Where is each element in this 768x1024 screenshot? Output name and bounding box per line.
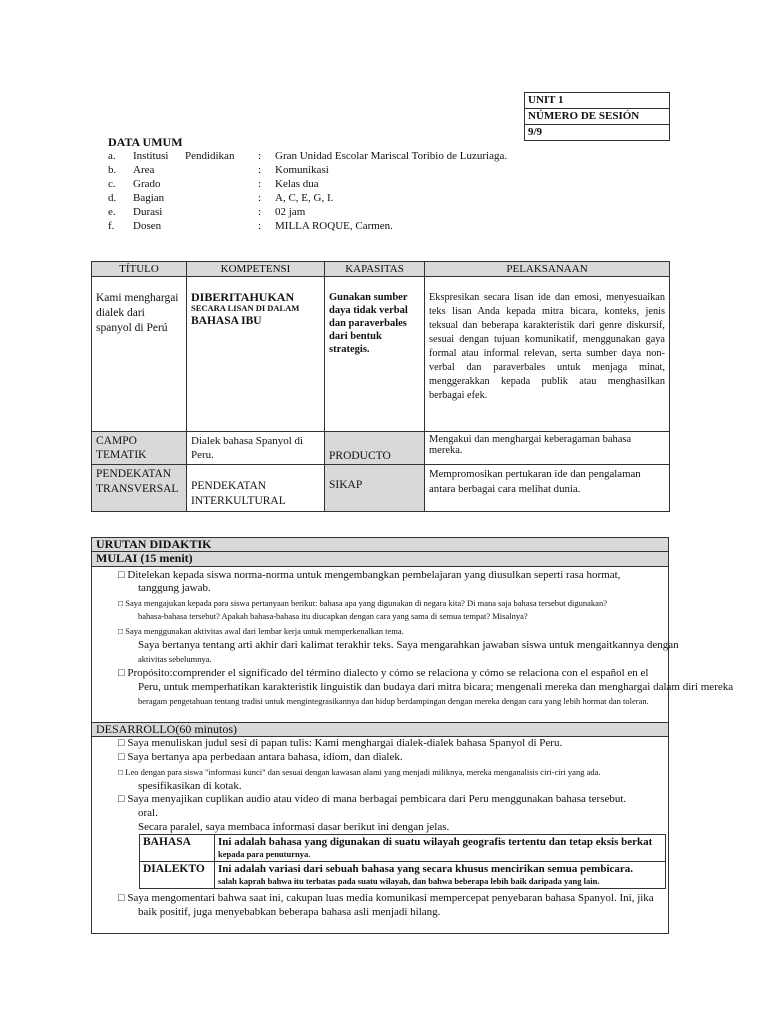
kompetensi-line-2: SECARA LISAN DI DALAM: [191, 303, 300, 313]
unit-box: [524, 92, 670, 141]
mulai-line: aktivitas sebelumnya.: [138, 654, 212, 664]
row-colon: :: [258, 150, 262, 162]
row-colon: :: [258, 178, 262, 190]
closing-line: □ Saya mengomentari bahwa saat ini, cakupan luas media komunikasi mempercepat penyebaran bahasa Spanyol. Ini, jika: [118, 892, 654, 904]
urutan-didaktik-box: [91, 537, 734, 934]
mulai-line: Peru, untuk memperhatikan karakteristik linguistik dan budaya dari mitra bicara; mengenali mereka dan menghargai dalam diri mereka: [138, 681, 734, 693]
header-titulo: TÍTULO: [92, 262, 187, 277]
kompetensi-line-1: DIBERITAHUKAN: [191, 290, 295, 304]
desarrollo-line: oral.: [138, 807, 158, 819]
dialekto-def-line-1: Ini adalah variasi dari sebuah bahasa yang secara khusus mencirikan semua pembicara.: [218, 863, 634, 875]
desarrollo-line: □ Saya menyajikan cuplikan audio atau video di mana berbagai pembicara dari Peru menggunakan bahasa tersebut.: [118, 793, 627, 805]
row-letter: f.: [108, 220, 115, 232]
session-number-label: NÚMERO DE SESIÓN: [525, 109, 669, 125]
kompetensi-cell: [187, 277, 325, 432]
producto-value: Mengakui dan menghargai keberagaman bahasa mereka.: [425, 432, 670, 465]
desarrollo-heading: DESARROLLO(60 minutos): [92, 722, 668, 737]
header-kompetensi: KOMPETENSI: [187, 262, 325, 277]
mulai-line: □ Saya mengajukan kepada para siswa pertanyaan berikut: bahasa apa yang digunakan di negara kita? Di mana saja bahasa tersebut digunakan?: [118, 598, 607, 608]
desarrollo-line: spesifikasikan di kotak.: [138, 780, 242, 792]
desarrollo-line: □ Leo dengan para siswa "informasi kunci" dan sesuai dengan kawasan alami yang menjadi miliknya, mereka menganalisis ciri-ciri yang ada.: [118, 767, 601, 777]
kapasitas-cell: Gunakan sumber daya tidak verbal dan paraverbales dari bentuk strategis.: [325, 277, 425, 432]
row-value: 02 jam: [275, 206, 306, 218]
bahasa-def-line-2: kepada para penuturnya.: [218, 849, 311, 859]
row-value: Gran Unidad Escolar Mariscal Toribio de Luzuriaga.: [275, 150, 508, 162]
row-value: Komunikasi: [275, 164, 329, 176]
dialekto-label: DIALEKTO: [140, 862, 215, 889]
definitions-table: [139, 834, 666, 889]
unit-label: UNIT 1: [525, 93, 669, 109]
session-table: [91, 261, 670, 512]
desarrollo-line: □ Saya menuliskan judul sesi di papan tulis: Kami menghargai dialek-dialek bahasa Spanyol di Peru.: [118, 737, 563, 749]
row-colon: :: [258, 220, 262, 232]
titulo-cell: Kami menghargai dialek dari spanyol di Perú: [92, 277, 187, 432]
row-value: MILLA ROQUE, Carmen.: [275, 220, 393, 232]
pendekatan-value: PENDEKATAN INTERKULTURAL: [187, 465, 325, 512]
row-letter: b.: [108, 164, 117, 176]
pendekatan-label: PENDEKATAN TRANSVERSAL: [92, 465, 187, 512]
campo-label: CAMPO TEMATIK: [92, 432, 187, 465]
closing-line: baik positif, juga menyebabkan beberapa bahasa asli menjadi hilang.: [138, 906, 441, 918]
row-colon: :: [258, 192, 262, 204]
row-key: Grado: [133, 178, 161, 190]
row-value: A, C, E, G, I.: [275, 192, 334, 204]
row-letter: d.: [108, 192, 117, 204]
mulai-line: □ Propósito:comprender el significado del término dialecto y cómo se relaciona y cómo se relaciona con el español en el: [118, 667, 649, 679]
row-value: Kelas dua: [275, 178, 319, 190]
sikap-value: Mempromosikan pertukaran ide dan pengalaman antara berbagai cara melihat dunia.: [425, 465, 670, 512]
mulai-line: beragam pengetahuan tentang tradisi untuk mengintegrasikannya dan hidup berdampingan dengan mereka dengan cara yang lebih hormat dan toleran.: [138, 696, 649, 706]
mulai-line: Saya bertanya tentang arti akhir dari kalimat terakhir teks. Saya mengarahkan jawaban siswa untuk mengaitkannya dengan: [138, 639, 679, 651]
mulai-line: tanggung jawab.: [138, 582, 211, 594]
header-pelaksanaan: PELAKSANAAN: [425, 262, 670, 277]
desarrollo-line: Secara paralel, saya membaca informasi dasar berikut ini dengan jelas.: [138, 821, 450, 833]
urutan-title: URUTAN DIDAKTIK: [92, 538, 668, 552]
row-key: Institusi Pendidikan: [133, 150, 235, 162]
bahasa-def-line-1: Ini adalah bahasa yang digunakan di suatu wilayah geografis tertentu dan tetap eksis berkat: [218, 836, 653, 848]
row-letter: a.: [108, 150, 116, 162]
row-letter: c.: [108, 178, 116, 190]
bahasa-label: BAHASA: [140, 835, 215, 862]
pelaksanaan-cell: Ekspresikan secara lisan ide dan emosi, menyesuaikan teks lisan Anda kepada mitra bicara, konteks, jenis teksual dan beberapa karakteristik dari genre diskursif, sesuai dengan tujuan komunikatif, menggunakan gaya formal atau informal relevan, serta sumber daya non-verbal dan paraverbales untuk menjaga minat, menggerakkan kepada publik atau menghasilkan berbagai efek.: [425, 277, 670, 432]
mulai-heading: MULAI (15 menit): [92, 552, 668, 567]
desarrollo-line: □ Saya bertanya apa perbedaan antara bahasa, idiom, dan dialek.: [118, 751, 403, 763]
row-key: Durasi: [133, 206, 163, 218]
row-key: Dosen: [133, 220, 162, 232]
header-kapasitas: KAPASITAS: [325, 262, 425, 277]
dialekto-definition: [215, 862, 666, 889]
row-letter: e.: [108, 206, 116, 218]
row-colon: :: [258, 164, 262, 176]
producto-label: PRODUCTO: [325, 432, 425, 465]
row-colon: :: [258, 206, 262, 218]
kompetensi-line-3: BAHASA IBU: [191, 315, 262, 327]
dialekto-def-line-2: salah kaprah bahwa itu terbatas pada suatu wilayah, dan bahwa beberapa lebih baik daripada yang lain.: [218, 876, 600, 886]
row-key: Area: [133, 164, 155, 176]
campo-value: Dialek bahasa Spanyol di Peru.: [187, 432, 325, 465]
session-number-value: 9/9: [528, 126, 543, 138]
mulai-line: bahasa-bahasa tersebut? Apakah bahasa-bahasa itu diucapkan dengan cara yang sama di semua tempat? Misalnya?: [138, 611, 528, 621]
sikap-label: SIKAP: [325, 465, 425, 512]
data-umum-title: DATA UMUM: [108, 135, 183, 149]
row-key: Bagian: [133, 192, 165, 204]
mulai-line: □ Saya menggunakan aktivitas awal dari lembar kerja untuk memperkenalkan tema.: [118, 626, 404, 636]
bahasa-definition: [215, 835, 666, 862]
mulai-line: □ Ditelekan kepada siswa norma-norma untuk mengembangkan pembelajaran yang diusulkan seperti rasa hormat,: [118, 569, 621, 581]
